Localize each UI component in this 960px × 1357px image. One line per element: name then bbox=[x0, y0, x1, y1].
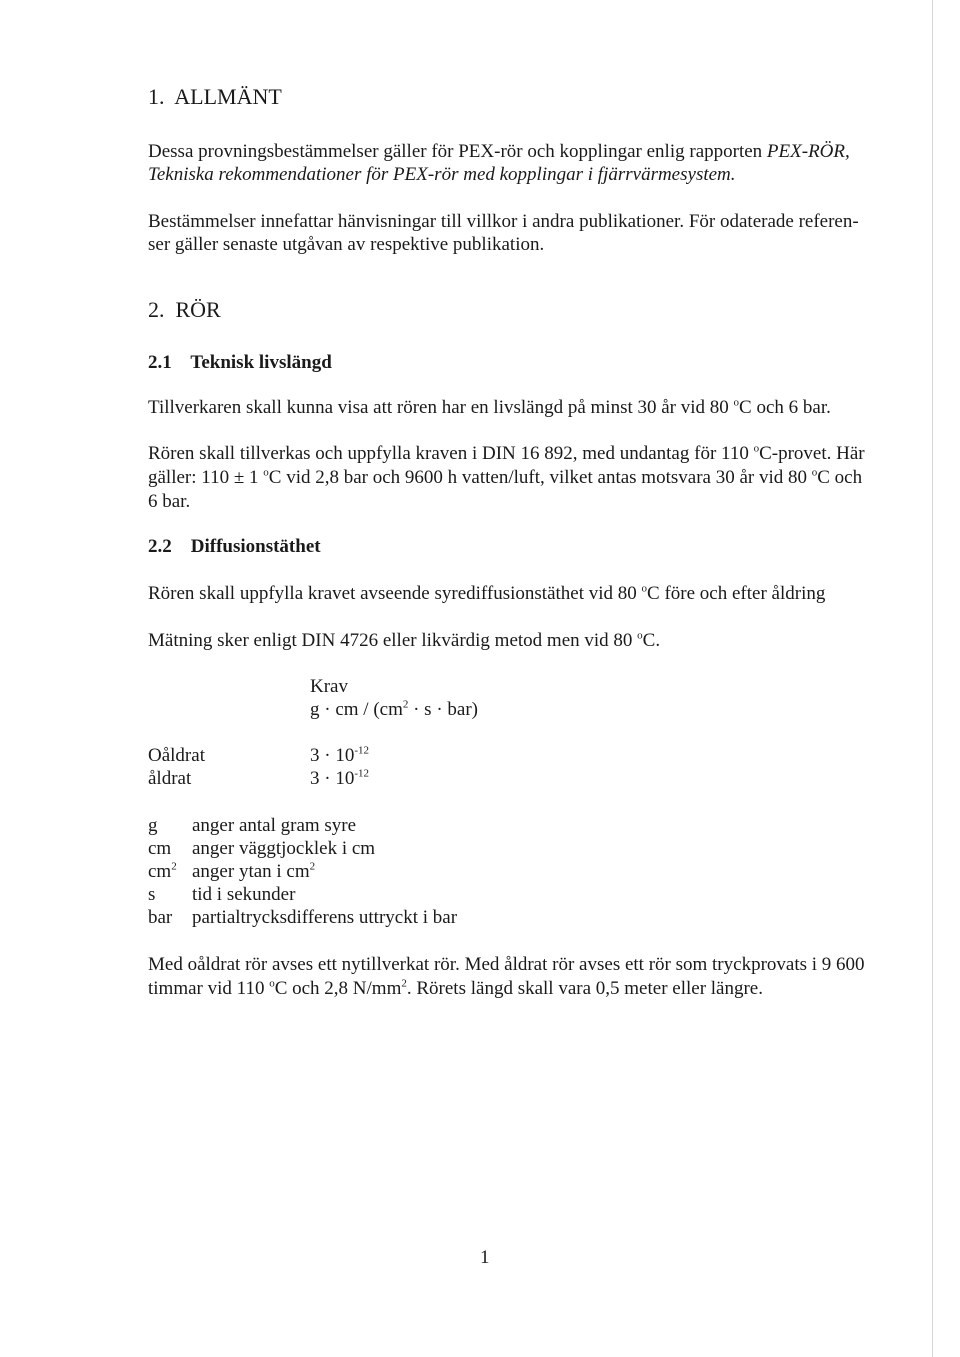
legend-symbol bbox=[148, 860, 192, 884]
text: Rören skall uppfylla kravet avseende syrediffusionstäthet vid 80 bbox=[148, 583, 642, 604]
text: C. bbox=[642, 630, 661, 651]
text: gäller: 110 ± 1 bbox=[148, 467, 264, 488]
degree-sign: o bbox=[811, 466, 818, 479]
sec2-2-paragraph-2 bbox=[148, 629, 660, 653]
text: g bbox=[148, 815, 158, 836]
text: C och bbox=[817, 467, 863, 488]
sec1-paragraph-1-line-2: Tekniska rekommendationer för PEX-rör med kopplingar i fjärrvärmesystem. bbox=[148, 164, 736, 185]
legend-symbol bbox=[148, 814, 192, 838]
exponent: -12 bbox=[354, 767, 369, 780]
degree-sign: o bbox=[733, 396, 740, 409]
legend-row bbox=[148, 906, 457, 930]
legend-description: anger ytan i cm bbox=[192, 861, 310, 882]
degree-sign: o bbox=[263, 466, 269, 479]
section-1-heading: 1. ALLMÄNT bbox=[148, 84, 282, 109]
scan-edge-line bbox=[932, 0, 933, 1357]
degree-sign: o bbox=[641, 582, 648, 595]
sec1-paragraph-2-line-1: Bestämmelser innefattar hänvisningar till villkor i andra publikationer. För odaterade referen- bbox=[148, 211, 859, 232]
text: C-provet. Här bbox=[759, 443, 865, 464]
degree-sign: o bbox=[269, 977, 275, 990]
legend-description: tid i sekunder bbox=[192, 884, 296, 905]
superscript: 2 bbox=[402, 698, 409, 711]
subsection-2-1-heading: 2.1 Teknisk livslängd bbox=[148, 352, 332, 373]
text: Mätning sker enligt DIN 4726 eller likvärdig metod men vid 80 bbox=[148, 630, 638, 651]
legend-description: anger antal gram syre bbox=[192, 815, 357, 836]
requirement-header: Krav bbox=[310, 676, 348, 697]
text: C före och efter åldring bbox=[647, 583, 826, 604]
sec1-paragraph-2-line-2: ser gäller senaste utgåvan av respektive publikation. bbox=[148, 234, 545, 255]
requirement-row-label: åldrat bbox=[148, 768, 192, 789]
requirement-row-label: Oåldrat bbox=[148, 745, 205, 766]
text: s bbox=[148, 884, 156, 905]
requirement-unit bbox=[310, 698, 478, 722]
text: Rören skall tillverkas och uppfylla kraven i DIN 16 892, med undantag för 110 bbox=[148, 443, 754, 464]
degree-sign: o bbox=[753, 442, 760, 455]
text: C vid 2,8 bar och 9600 h vatten/luft, vilket antas motsvara 30 år vid 80 bbox=[268, 467, 812, 488]
legend-symbol bbox=[148, 883, 192, 907]
text: C och 2,8 N/mm bbox=[274, 978, 402, 999]
sec2-1-paragraph-2-line-2 bbox=[148, 466, 862, 490]
text: 3 · 10 bbox=[310, 768, 355, 789]
degree-sign: o bbox=[637, 629, 643, 642]
sec2-1-paragraph-1 bbox=[148, 396, 831, 420]
page-number: 1 bbox=[480, 1247, 490, 1268]
text: · s · bar) bbox=[408, 699, 478, 720]
legend-row bbox=[148, 860, 315, 884]
text: g · cm / (cm bbox=[310, 699, 403, 720]
exponent: -12 bbox=[354, 744, 369, 757]
sec1-p1-text: Dessa provningsbestämmelser gäller för PEX-rör och kopplingar enlig rapporten bbox=[148, 141, 767, 162]
text: C och 6 bar. bbox=[739, 397, 831, 418]
superscript: 2 bbox=[309, 860, 316, 873]
legend-symbol bbox=[148, 837, 192, 861]
requirement-row-value bbox=[310, 767, 369, 791]
sec2-1-paragraph-2-line-3: 6 bar. bbox=[148, 491, 191, 512]
text: timmar vid 110 bbox=[148, 978, 270, 999]
legend-row bbox=[148, 837, 375, 861]
text: cm bbox=[148, 861, 172, 882]
legend-description: anger väggtjocklek i cm bbox=[192, 838, 376, 859]
legend-row bbox=[148, 883, 295, 907]
requirement-row-value bbox=[310, 744, 369, 768]
legend-row bbox=[148, 814, 356, 838]
subsection-2-2-heading: 2.2 Diffusionstäthet bbox=[148, 536, 321, 557]
legend-description: partialtrycksdifferens uttryckt i bar bbox=[192, 907, 458, 928]
superscript: 2 bbox=[401, 977, 407, 990]
legend-symbol bbox=[148, 906, 192, 930]
text: Tillverkaren skall kunna visa att rören har en livslängd på minst 30 år vid 80 bbox=[148, 397, 734, 418]
text: . Rörets längd skall vara 0,5 meter eller längre. bbox=[406, 978, 763, 999]
sec1-paragraph-1-line-1 bbox=[148, 140, 850, 164]
section-2-heading: 2. RÖR bbox=[148, 297, 221, 322]
sec1-p1-italic-title: PEX-RÖR, bbox=[766, 141, 850, 162]
text: cm bbox=[148, 838, 172, 859]
sec2-1-paragraph-2-line-1 bbox=[148, 442, 865, 466]
superscript: 2 bbox=[171, 860, 177, 873]
text: bar bbox=[148, 907, 173, 928]
closing-paragraph-line-2 bbox=[148, 977, 763, 1001]
closing-paragraph-line-1: Med oåldrat rör avses ett nytillverkat rör. Med åldrat rör avses ett rör som tryckprovats i 9 600 bbox=[148, 954, 865, 975]
text: 3 · 10 bbox=[310, 745, 355, 766]
sec2-2-paragraph-1 bbox=[148, 582, 825, 606]
